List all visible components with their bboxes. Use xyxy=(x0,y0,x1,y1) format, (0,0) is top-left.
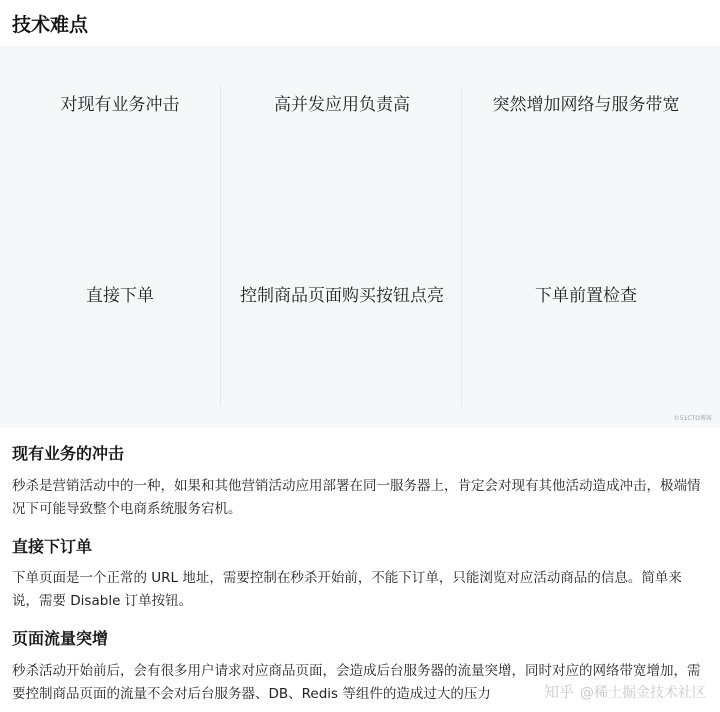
section-heading: 直接下订单 xyxy=(12,537,93,556)
grid-cell: 控制商品页面购买按钮点亮 xyxy=(240,286,444,306)
corner-watermark: ©51CTO博客 xyxy=(673,415,712,422)
page-title: 技术难点 xyxy=(12,14,89,36)
zhihu-watermark xyxy=(544,681,706,702)
grid-cell: 突然增加网络与服务带宽 xyxy=(492,95,680,115)
section-paragraph: 秒杀活动开始前后，会有很多用户请求对应商品页面，会造成后台服务器的流量突增，同时对应的网络带宽增加，需要控制商品页面的流量不会对后台服务器、DB、Redis 等组件的造成过大的压力 xyxy=(12,663,701,702)
grid-divider xyxy=(461,86,462,406)
section-heading: 现有业务的冲击 xyxy=(12,444,125,463)
section-heading: 页面流量突增 xyxy=(12,629,109,648)
grid-cell: 对现有业务冲击 xyxy=(60,95,180,115)
difficulty-grid xyxy=(0,46,720,428)
grid-divider xyxy=(220,86,221,406)
grid-cell: 下单前置检查 xyxy=(535,286,637,306)
section-paragraph: 下单页面是一个正常的 URL 地址，需要控制在秒杀开始前，不能下订单，只能浏览对应活动商品的信息。简单来说，需要 Disable 订单按钮。 xyxy=(12,570,682,609)
watermark-author: @稀土掘金技术社区 xyxy=(580,684,706,701)
grid-cell: 高并发应用负责高 xyxy=(274,95,410,115)
grid-cell: 直接下单 xyxy=(86,286,154,306)
zhihu-logo: 知乎 xyxy=(543,683,574,701)
section-paragraph: 秒杀是营销活动中的一种，如果和其他营销活动应用部署在同一服务器上，肯定会对现有其他活动造成冲击，极端情况下可能导致整个电商系统服务宕机。 xyxy=(12,478,701,517)
